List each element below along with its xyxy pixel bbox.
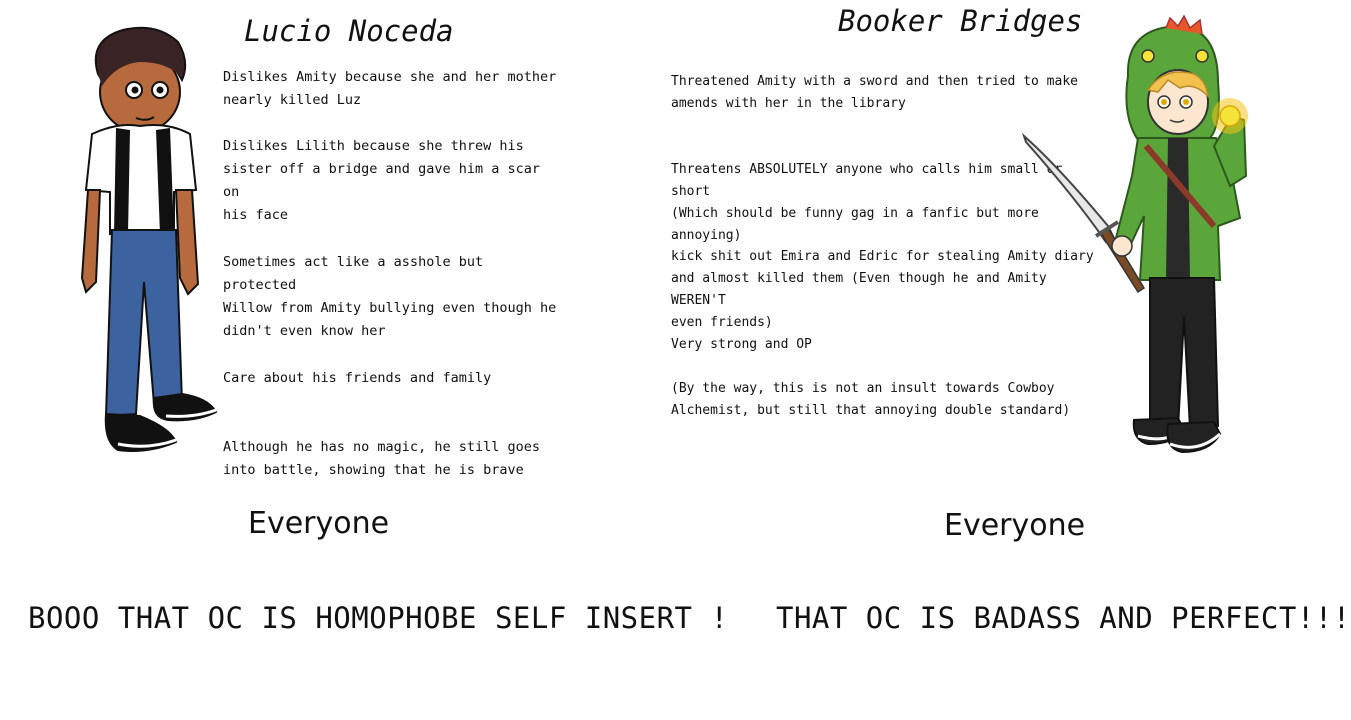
booker-point-5: (By the way, this is not an insult towards Cowboy Alchemist, but still that annoying double standard)	[671, 381, 1071, 418]
booker-point-3: kick shit out Emira and Edric for stealing Amity diary and almost killed them (Even though he and Amity WEREN'T even friends)	[671, 249, 1094, 330]
booker-point-4: Very strong and OP	[671, 337, 812, 352]
booker-point-1: Threatened Amity with a sword and then tried to make amends with her in the library	[671, 74, 1078, 111]
lucio-point-1: Dislikes Amity because she and her mother nearly killed Luz	[223, 69, 557, 108]
lucio-character-illustration	[78, 22, 223, 462]
lucio-everyone-label: Everyone	[248, 506, 390, 541]
lucio-point-2: Dislikes Lilith because she threw his sister off a bridge and gave him a scar on his face	[223, 138, 540, 223]
booker-everyone-label: Everyone	[944, 508, 1086, 543]
booker-character-illustration	[1018, 16, 1258, 462]
lucio-point-4: Care about his friends and family	[223, 370, 492, 386]
lucio-point-5: Although he has no magic, he still goes into battle, showing that he is brave	[223, 439, 540, 478]
lucio-point-3: Sometimes act like a asshole but protected Willow from Amity bullying even though he didn't even know her	[223, 254, 557, 339]
booker-title: Booker Bridges	[838, 4, 1083, 38]
lucio-title: Lucio Noceda	[244, 14, 454, 48]
booker-point-2: Threatens ABSOLUTELY anyone who calls him small short (Which should be funny gag in a fanfic but more annoying)	[671, 162, 1039, 243]
lucio-verdict: BOOO THAT OC IS HOMOPHOBE SELF INSERT !	[28, 601, 729, 635]
booker-verdict: THAT OC IS BADASS AND PERFECT!!!	[776, 601, 1351, 635]
